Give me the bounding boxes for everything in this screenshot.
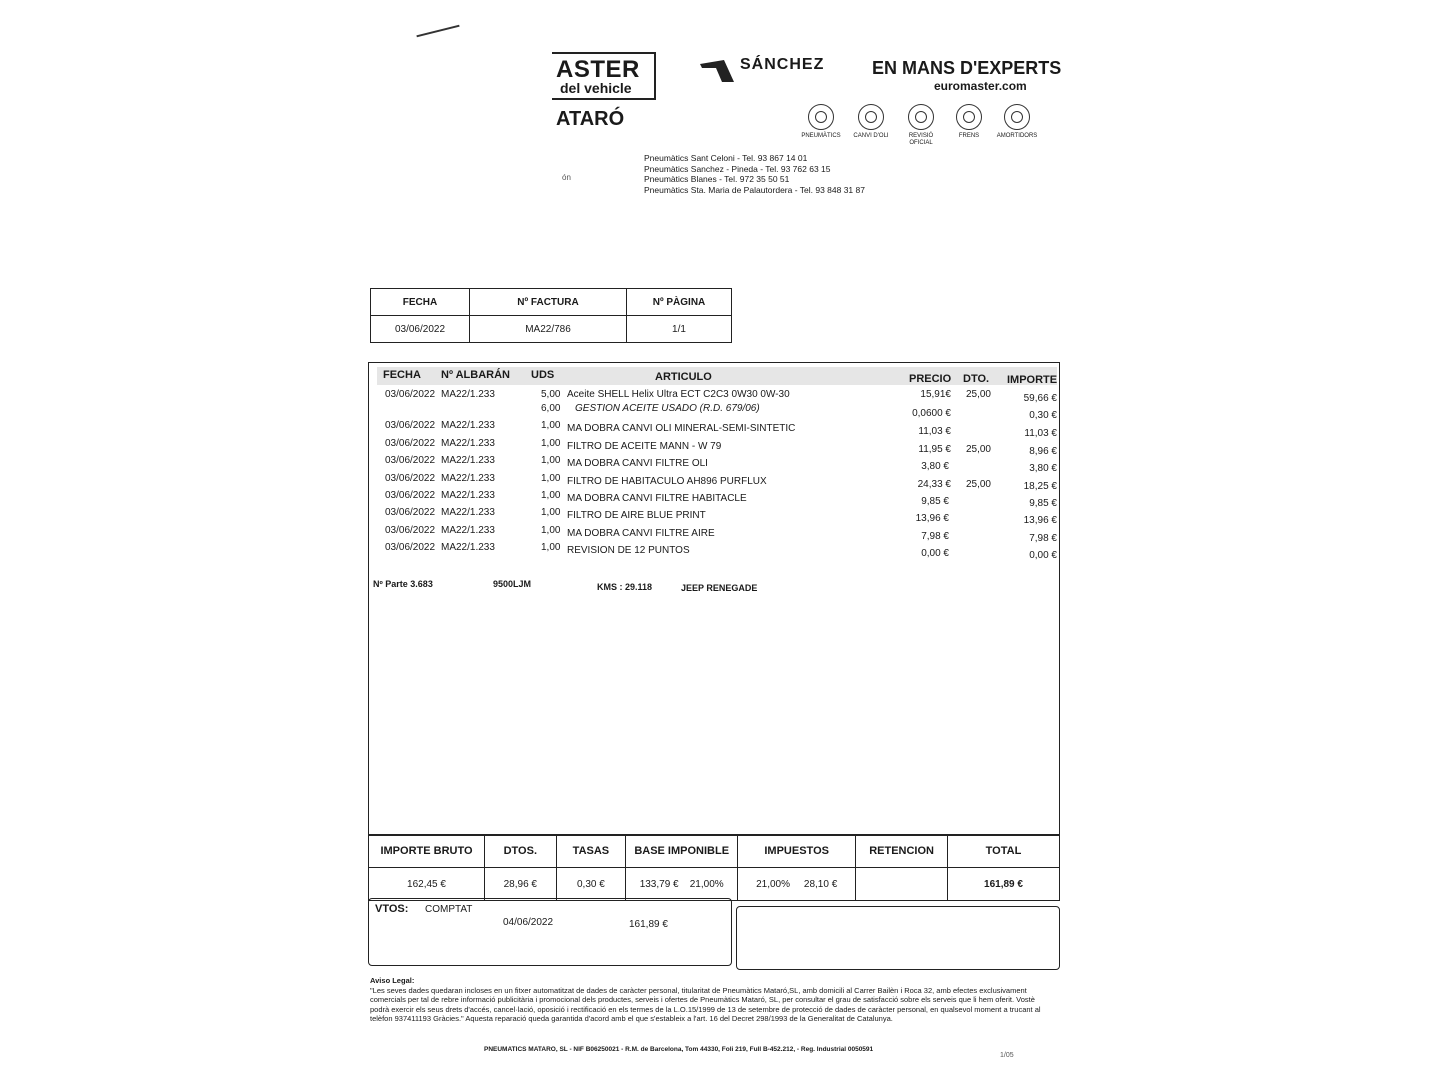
table-row: 03/06/2022 MA22/1.233 1,00 MA DOBRA CANVI FILTRE OLI 3,80 € 3,80 € xyxy=(385,455,1057,474)
brand-subtitle: del vehicle xyxy=(560,80,632,96)
invoice-number: MA22/786 xyxy=(470,316,627,343)
label-dtos: DTOS. xyxy=(485,835,557,868)
slogan: EN MANS D'EXPERTS xyxy=(872,58,1062,78)
label-base: BASE IMPONIBLE xyxy=(626,835,738,868)
due-box xyxy=(368,898,732,966)
items-table xyxy=(368,362,1060,836)
factura-label: Nº FACTURA xyxy=(470,289,627,316)
shock-absorber-icon xyxy=(1004,104,1030,130)
table-row: 03/06/2022 MA22/1.233 5,00 Aceite SHELL Helix Ultra ECT C2C3 0W30 0W-30 15,91€ 25,00 59,66 € xyxy=(385,389,1057,404)
invoice-date: 03/06/2022 xyxy=(371,316,470,343)
base-imponible: 133,79 € 21,00% xyxy=(626,868,738,901)
table-row: 03/06/2022 MA22/1.233 1,00 FILTRO DE ACEITE MANN - W 79 11,95 € 25,00 8,96 € xyxy=(385,438,1057,457)
pagina-label: Nº PÀGINA xyxy=(627,289,732,316)
total-amount: 161,89 € xyxy=(947,868,1059,901)
corner-mark: 1/05 xyxy=(1000,1052,1014,1059)
col-albaran: Nº ALBARÁN xyxy=(441,369,510,381)
legal-text: "Les seves dades quedaran incloses en un fitxer automatitzat de dades de caràcter personal, titularitat de Pneumàtics Mataró,SL, amb domicili al Carrer Bailèn i Roca 32, amb efectes exclusivament comercials per tal de rebre informació publicitària i promocional dels productes, serveis i ofertes de Pneumàtics Mataró, SL, per consultar el grau de satisfacció sobre els serveis que li hem oferit. Vostè podrà exercir els seus drets d'accés, cancel·lació, oposició i rectificació en els termes de la L.O.15/1999 de 13 de setembre de protecció de dades de caràcter personal, en qualsevol moment a trucant al telèfon 937411193 Gràcies." Aquesta reparació queda garantida d'acord amb el que s'estableix a l'art. 16 del Decret 298/1993 de la Generalitat de Catalunya. xyxy=(370,985,1041,1023)
inspection-service: REVISIÓ OFICIAL xyxy=(898,104,944,147)
parte-number: Nº Parte 3.683 xyxy=(373,579,433,589)
label-bruto: IMPORTE BRUTO xyxy=(369,835,485,868)
col-articulo: ARTICULO xyxy=(655,371,712,383)
brakes-service: FRENS xyxy=(946,104,992,140)
table-row-extra: 6,00 GESTION ACEITE USADO (R.D. 679/06) 0,0600 € 0,30 € xyxy=(541,403,1057,421)
shop-list: Pneumàtics Sant Celoni - Tel. 93 867 14 01 Pneumàtics Sanchez - Pineda - Tel. 93 762 63 15 Pneumàtics Blanes - Tel. 972 35 50 51 Pneumàtics Sta. Maria de Palautordera - Tel. 93 848 31 87 xyxy=(644,153,865,195)
vehicle-model: JEEP RENEGADE xyxy=(681,583,758,593)
retencion xyxy=(856,868,948,901)
tire-icon xyxy=(808,104,834,130)
payment-type: COMPTAT xyxy=(425,904,473,915)
brake-icon xyxy=(956,104,982,130)
license-plate: 9500LJM xyxy=(493,579,532,589)
oil-icon xyxy=(858,104,884,130)
invoice-page: 1/1 xyxy=(627,316,732,343)
col-precio: PRECIO xyxy=(909,373,952,385)
descuentos: 28,96 € xyxy=(485,868,557,901)
due-date: 04/06/2022 xyxy=(503,917,554,928)
legal-title: Aviso Legal: xyxy=(370,976,415,985)
fecha-label: FECHA xyxy=(371,289,470,316)
partner-name: SÁNCHEZ xyxy=(740,56,825,73)
table-row: 03/06/2022 MA22/1.233 1,00 MA DOBRA CANVI FILTRE AIRE 7,98 € 7,98 € xyxy=(385,525,1057,544)
table-row: 03/06/2022 MA22/1.233 1,00 MA DOBRA CANVI FILTRE HABITACLE 9,85 € 9,85 € xyxy=(385,490,1057,509)
label-total: TOTAL xyxy=(947,835,1059,868)
tire-service: PNEUMÀTICS xyxy=(798,104,844,140)
brand-city: ATARÓ xyxy=(556,108,625,130)
col-dto: DTO. xyxy=(963,373,990,385)
stamp-box xyxy=(736,906,1060,970)
table-row: 03/06/2022 MA22/1.233 1,00 FILTRO DE AIRE BLUE PRINT 13,96 € 13,96 € xyxy=(385,507,1057,526)
car-inspection-icon xyxy=(908,104,934,130)
col-importe: IMPORTE xyxy=(1007,374,1058,386)
col-uds: UDS xyxy=(531,369,555,381)
legal-notice xyxy=(370,976,1054,1024)
kilometers: KMS : 29.118 xyxy=(597,582,653,592)
pen-stroke xyxy=(416,25,459,38)
tasas: 0,30 € xyxy=(556,868,626,901)
due-amount: 161,89 € xyxy=(629,919,668,930)
col-fecha: FECHA xyxy=(383,369,421,381)
sanchez-logo-icon xyxy=(700,58,736,84)
impuestos: 21,00% 28,10 € xyxy=(738,868,856,901)
label-impuestos: IMPUESTOS xyxy=(738,835,856,868)
table-row: 03/06/2022 MA22/1.233 1,00 MA DOBRA CANVI OLI MINERAL-SEMI-SINTETIC 11,03 € 11,03 € xyxy=(385,420,1057,439)
table-row: 03/06/2022 MA22/1.233 1,00 REVISION DE 12 PUNTOS 0,00 € 0,00 € xyxy=(385,542,1057,561)
table-row: 03/06/2022 MA22/1.233 1,00 FILTRO DE HABITACULO AH896 PURFLUX 24,33 € 25,00 18,25 € xyxy=(385,473,1057,492)
label-retencion: RETENCION xyxy=(856,835,948,868)
vtos-label: VTOS: xyxy=(375,903,409,915)
services-strip xyxy=(798,104,1048,150)
importe-bruto: 162,45 € xyxy=(369,868,485,901)
label-tasas: TASAS xyxy=(556,835,626,868)
oil-change-service: CANVI D'OLI xyxy=(848,104,894,140)
shock-absorbers-service: AMORTIDORS xyxy=(994,104,1040,140)
website: euromaster.com xyxy=(934,79,1027,93)
stray-mark: ón xyxy=(562,173,571,182)
brand-name: ASTER xyxy=(556,56,640,83)
totals-table xyxy=(368,834,1060,901)
company-footer: PNEUMATICS MATARO, SL - NIF B06250021 - R.M. de Barcelona, Tom 44330, Foli 219, Full B-452.212, - Reg. Industrial 0050591 xyxy=(484,1046,874,1053)
invoice-header-table xyxy=(370,288,732,343)
